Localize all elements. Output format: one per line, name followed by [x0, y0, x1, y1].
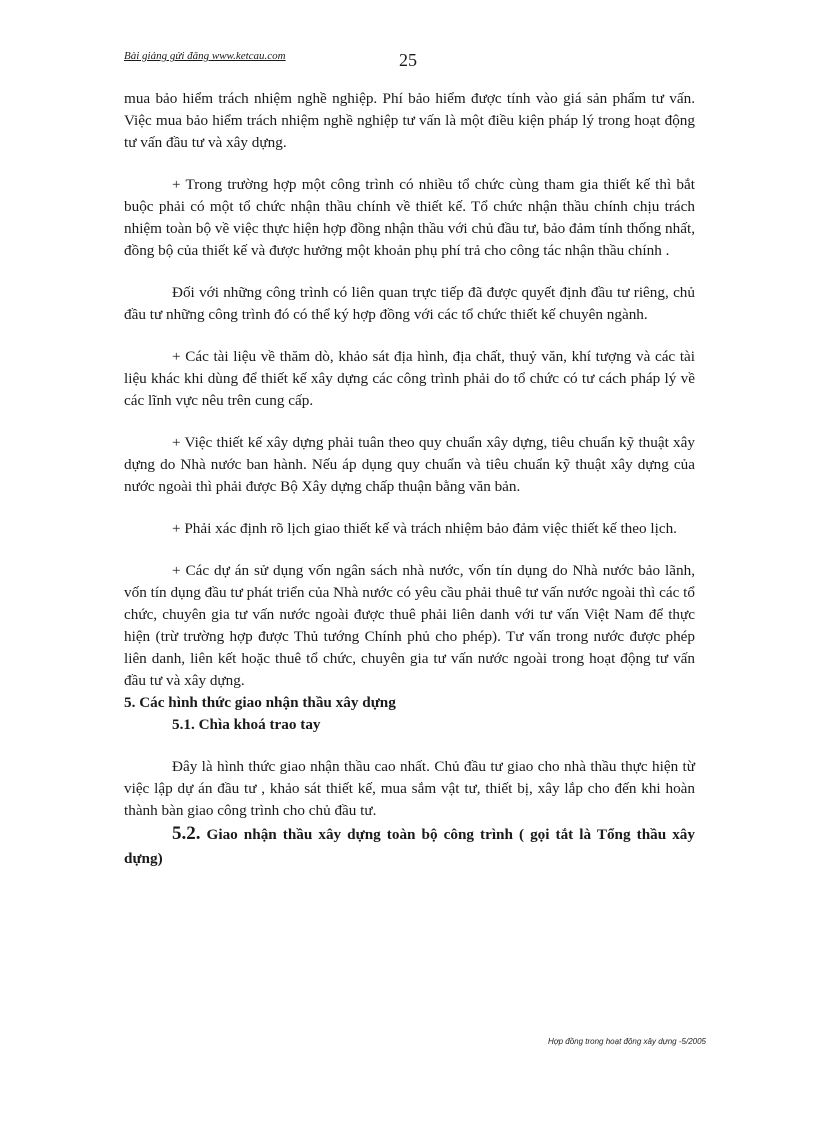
paragraph-6: + Phải xác định rõ lịch giao thiết kế và trách nhiệm bảo đảm việc thiết kế theo lịch. — [172, 520, 677, 537]
paragraph-1: mua bảo hiểm trách nhiệm nghề nghiệp. Phí bảo hiểm được tính vào giá sản phẩm tư vấn. Việc mua bảo hiểm trách nhiệm nghề nghiệp tư vấn là một điều kiện pháp lý trong hoạt động tư vấn đầu tư và xây dựng. — [124, 90, 695, 151]
page-number: 25 — [399, 50, 417, 70]
section-title: Giao nhận thầu xây dựng toàn bộ công trình ( gọi tắt là Tổng thầu xây dựng) — [124, 826, 695, 867]
section-heading-5: 5. Các hình thức giao nhận thầu xây dựng — [124, 694, 396, 711]
section-heading-5-1: 5.1. Chìa khoá trao tay — [172, 716, 321, 733]
paragraph-2: + Trong trường hợp một công trình có nhiều tổ chức cùng tham gia thiết kế thì bắt buộc phải có một tổ chức nhận thầu chính về thiết kế. Tổ chức nhận thầu chính chịu trách nhiệm toàn bộ về việc thực hiện hợp đồng nhận thầu với chủ đầu tư, bảo đảm tính thống nhất, đồng bộ của thiết kế và được hưởng một khoản phụ phí trả cho công tác nhận thầu chính . — [124, 176, 695, 259]
document-body — [124, 88, 695, 871]
header-site-link[interactable]: Bài giảng gửi đăng www.ketcau.com — [124, 50, 286, 62]
paragraph-7: + Các dự án sử dụng vốn ngân sách nhà nước, vốn tín dụng do Nhà nước bảo lãnh, vốn tín dụng đầu tư phát triển của Nhà nước có yêu cầu phải thuê tư vấn nước ngoài thì các tổ chức, chuyên gia tư vấn nước ngoài được thuê phải liên danh với tư vấn Việt Nam để thực hiện (trừ trường hợp được Thủ tướng Chính phủ cho phép). Tư vấn trong nước được phép liên danh, liên kết hoặc thuê tổ chức, chuyên gia tư vấn nước ngoài trong hoạt động tư vấn đầu tư và xây dựng. — [124, 562, 695, 689]
paragraph-3: Đối với những công trình có liên quan trực tiếp đã được quyết định đầu tư riêng, chủ đầu tư những công trình đó có thể ký hợp đồng với các tổ chức thiết kế chuyên ngành. — [124, 284, 695, 323]
paragraph-4: + Các tài liệu về thăm dò, khảo sát địa hình, địa chất, thuỷ văn, khí tượng và các tài liệu khác khi dùng để thiết kế xây dựng các công trình phải do tổ chức có tư cách pháp lý về các lĩnh vực nêu trên cung cấp. — [124, 348, 695, 409]
paragraph-8: Đây là hình thức giao nhận thầu cao nhất. Chủ đầu tư giao cho nhà thầu thực hiện từ việc lập dự án đầu tư , khảo sát thiết kế, mua sắm vật tư, thiết bị, xây lắp cho đến khi hoàn thành bàn giao công trình cho chủ đầu tư. — [124, 758, 695, 819]
section-heading-5-2 — [124, 822, 695, 871]
paragraph-5: + Việc thiết kế xây dựng phải tuân theo quy chuẩn xây dựng, tiêu chuẩn kỹ thuật xây dựng do Nhà nước ban hành. Nếu áp dụng quy chuẩn và tiêu chuẩn kỹ thuật xây dựng của nước ngoài thì phải được Bộ Xây dựng chấp thuận bằng văn bản. — [124, 434, 695, 495]
page-footer: Hợp đồng trong hoạt động xây dựng -5/2005 — [547, 1037, 706, 1046]
page-header — [124, 50, 704, 74]
section-number: 5.2. — [172, 823, 201, 844]
